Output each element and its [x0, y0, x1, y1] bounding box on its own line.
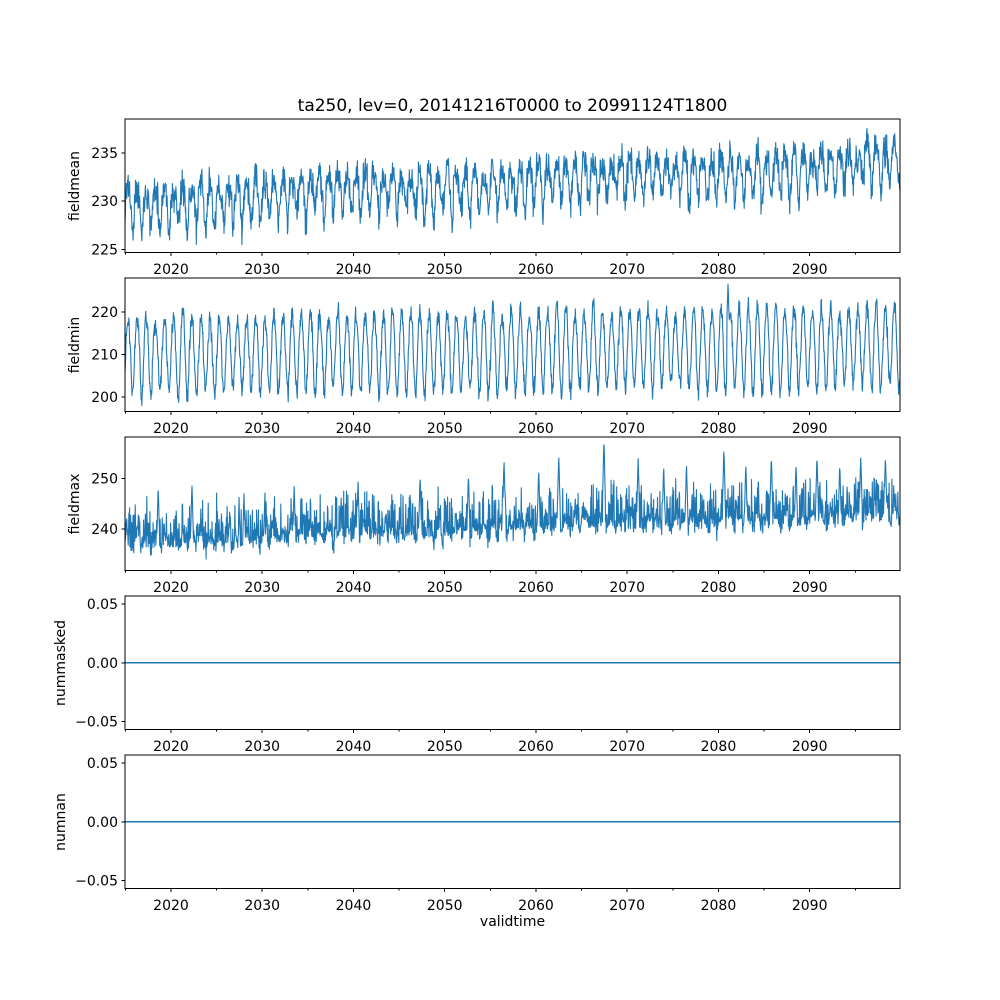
x-tick-label: 2020 — [153, 739, 189, 755]
y-tick-label: 240 — [91, 522, 118, 539]
x-tick-label: 2030 — [244, 580, 281, 596]
ylabel-fieldmax: fieldmax — [67, 473, 83, 535]
y-tick-label: 200 — [91, 390, 118, 407]
y-tick-label: −0.05 — [75, 714, 118, 731]
y-tick-label: 0.05 — [86, 755, 118, 772]
x-tick-label: 2050 — [426, 580, 463, 596]
subplot-numnan — [75, 755, 900, 914]
figure-title: ta250, lev=0, 20141216T0000 to 20991124T1800 — [297, 96, 728, 116]
x-tick-label: 2080 — [700, 739, 737, 755]
x-tick-label: 2060 — [518, 580, 554, 596]
ylabel-fieldmean: fieldmean — [67, 150, 83, 221]
x-tick-label: 2040 — [335, 421, 372, 437]
x-tick-label: 2090 — [791, 739, 828, 755]
series-line-fieldmean — [125, 129, 900, 245]
ylabel-numnan: numnan — [53, 792, 69, 851]
x-tick-label: 2080 — [700, 580, 737, 596]
xlabel-validtime: validtime — [479, 914, 546, 930]
x-tick-label: 2060 — [518, 421, 554, 437]
x-tick-label: 2090 — [791, 421, 828, 437]
x-tick-label: 2090 — [791, 262, 828, 278]
x-tick-label: 2070 — [609, 421, 646, 437]
x-tick-label: 2050 — [426, 421, 463, 437]
y-tick-label: 250 — [91, 471, 118, 488]
subplot-nummasked — [75, 596, 900, 755]
subplot-fieldmax — [91, 437, 900, 596]
y-tick-label: 225 — [91, 242, 118, 259]
x-tick-label: 2070 — [609, 898, 646, 914]
x-tick-label: 2040 — [335, 580, 372, 596]
x-tick-label: 2060 — [518, 262, 554, 278]
x-tick-label: 2050 — [426, 898, 463, 914]
y-tick-label: 220 — [91, 305, 118, 322]
y-tick-label: 0.00 — [86, 655, 118, 672]
series-line-fieldmin — [125, 284, 900, 406]
plot-frame — [125, 437, 900, 571]
x-tick-label: 2020 — [153, 421, 189, 437]
x-tick-label: 2090 — [791, 580, 828, 596]
x-tick-label: 2050 — [426, 739, 463, 755]
x-tick-label: 2030 — [244, 739, 281, 755]
x-tick-label: 2060 — [518, 739, 554, 755]
x-tick-label: 2050 — [426, 262, 463, 278]
x-tick-label: 2080 — [700, 421, 737, 437]
ylabel-nummasked: nummasked — [53, 619, 69, 706]
x-tick-label: 2060 — [518, 898, 554, 914]
x-tick-label: 2070 — [609, 739, 646, 755]
subplot-fieldmin — [91, 278, 900, 437]
y-tick-label: 230 — [91, 194, 118, 211]
x-tick-label: 2020 — [153, 262, 189, 278]
x-tick-label: 2020 — [153, 580, 189, 596]
x-tick-label: 2070 — [609, 262, 646, 278]
x-tick-label: 2080 — [700, 262, 737, 278]
x-tick-label: 2030 — [244, 898, 281, 914]
y-tick-label: 0.00 — [86, 814, 118, 831]
x-tick-label: 2040 — [335, 262, 372, 278]
x-tick-label: 2070 — [609, 580, 646, 596]
ylabel-fieldmin: fieldmin — [67, 316, 83, 374]
series-line-fieldmax — [125, 445, 900, 559]
subplot-fieldmean — [91, 119, 900, 278]
y-tick-label: 0.05 — [86, 596, 118, 613]
y-tick-label: 210 — [91, 347, 118, 364]
x-tick-label: 2030 — [244, 262, 281, 278]
x-tick-label: 2090 — [791, 898, 828, 914]
x-tick-label: 2040 — [335, 898, 372, 914]
y-tick-label: 235 — [91, 145, 118, 162]
x-tick-label: 2030 — [244, 421, 281, 437]
x-tick-label: 2020 — [153, 898, 189, 914]
x-tick-label: 2040 — [335, 739, 372, 755]
x-tick-label: 2080 — [700, 898, 737, 914]
y-tick-label: −0.05 — [75, 873, 118, 890]
